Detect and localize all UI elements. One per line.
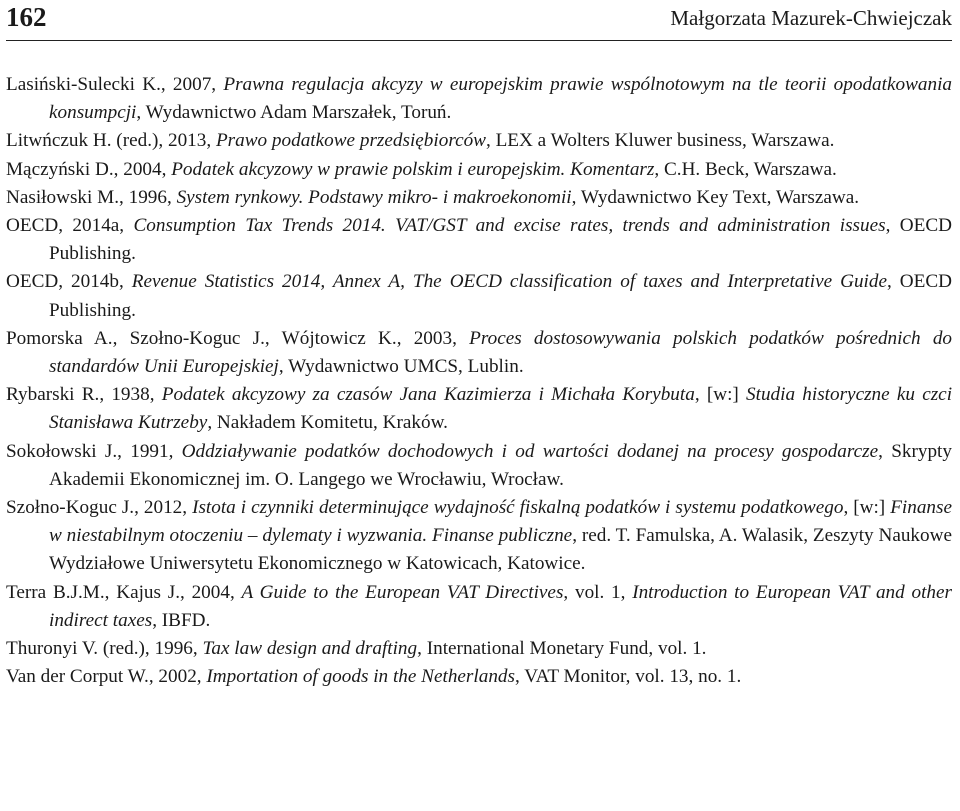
ref-title: System rynkowy. Podstawy mikro- i makroekonomii — [176, 186, 572, 208]
running-author: Małgorzata Mazurek-Chwiejczak — [670, 6, 952, 30]
bibliography-list — [6, 71, 952, 691]
ref-year: , 1938, — [99, 384, 162, 406]
ref-author: Sokołowski J. — [6, 440, 118, 462]
bibliography-entry — [6, 663, 952, 691]
ref-book-title: Studia historyczne ku czci Stanisława Kutrzeby — [49, 384, 953, 434]
ref-book-title: Introduction to European VAT and other indirect taxes — [49, 581, 953, 631]
ref-author: OECD — [6, 215, 59, 237]
ref-author: Lasiński-Sulecki K. — [6, 74, 161, 95]
ref-title: Oddziaływanie podatków dochodowych i od wartości dodanej na procesy gospodarcze — [181, 440, 879, 462]
ref-year: , 2014b, — [58, 271, 132, 293]
running-header — [6, 0, 952, 41]
ref-publisher: , [w:] — [694, 384, 747, 406]
ref-publisher: , VAT Monitor, vol. 13, no. 1. — [514, 666, 742, 688]
ref-author: Mączyński D. — [6, 158, 114, 180]
ref-author: OECD — [6, 271, 59, 293]
bibliography-entry — [6, 184, 952, 212]
ref-publisher: , Wydawnictwo Adam Marszałek, Toruń. — [136, 102, 452, 124]
ref-author: Litwńczuk H. (red.) — [6, 130, 159, 152]
bibliography-entry — [6, 212, 952, 268]
bibliography-entry — [6, 579, 952, 635]
ref-year: , 1996, — [119, 186, 177, 208]
ref-publisher: , OECD Publishing. — [49, 215, 953, 265]
ref-year: , 1996, — [144, 638, 203, 660]
ref-author: Szołno-Koguc J. — [6, 497, 135, 519]
bibliography-entry — [6, 156, 952, 184]
ref-title: Revenue Statistics 2014, Annex A, The OECD classification of taxes and Interpretative Guide — [131, 271, 887, 293]
ref-book-title: Finanse w niestabilnym otoczeniu – dylematy i wyzwania. Finanse publiczne — [49, 497, 953, 547]
ref-year: , 2012, — [134, 497, 193, 519]
ref-publisher: , vol. 1, — [563, 581, 633, 603]
ref-title: Podatek akcyzowy w prawie polskim i europejskim. Komentarz — [171, 158, 655, 180]
ref-year: , 2004, — [180, 581, 242, 603]
ref-year: , 2014a, — [58, 215, 134, 237]
ref-publisher: , C.H. Beck, Warszawa. — [654, 158, 837, 180]
ref-year: , 2013, — [158, 130, 216, 152]
ref-title: Importation of goods in the Netherlands — [206, 666, 515, 688]
ref-author: Pomorska A., Szołno-Koguc J., Wójtowicz K. — [6, 327, 397, 349]
ref-publisher: , IBFD. — [152, 609, 211, 631]
page-number: 162 — [6, 2, 47, 32]
ref-author: Van der Corput W. — [6, 666, 149, 688]
ref-title: Podatek akcyzowy za czasów Jana Kazimierza i Michała Korybuta — [161, 384, 695, 406]
bibliography-entry — [6, 325, 952, 381]
bibliography-entry — [6, 127, 952, 155]
ref-title: Istota i czynniki determinujące wydajność fiskalną podatków i systemu podatkowego — [192, 497, 844, 519]
ref-title: A Guide to the European VAT Directives — [241, 581, 564, 603]
ref-year: , 2002, — [148, 666, 207, 688]
bibliography-entry — [6, 635, 952, 663]
ref-year: , 2004, — [113, 158, 172, 180]
ref-publisher: , [w:] — [843, 497, 891, 519]
bibliography-entry — [6, 268, 952, 324]
bibliography-entry — [6, 381, 952, 437]
ref-year: , 2007, — [160, 74, 224, 95]
ref-publisher: , OECD Publishing. — [49, 271, 953, 321]
ref-publisher: , LEX a Wolters Kluwer business, Warszawa. — [485, 130, 835, 152]
ref-title: Consumption Tax Trends 2014. VAT/GST and excise rates, trends and administration issues — [133, 215, 886, 237]
ref-publisher: , Nakładem Komitetu, Kraków. — [207, 412, 448, 434]
ref-author: Nasiłowski M. — [6, 186, 119, 208]
bibliography-entry — [6, 71, 952, 127]
ref-publisher: , Wydawnictwo Key Text, Warszawa. — [571, 186, 860, 208]
ref-author: Terra B.J.M., Kajus J. — [6, 581, 181, 603]
ref-author: Thuronyi V. (red.) — [6, 638, 145, 660]
ref-author: Rybarski R. — [6, 384, 100, 406]
ref-publisher: , Wydawnictwo UMCS, Lublin. — [278, 356, 524, 378]
ref-title: Tax law design and drafting — [202, 638, 418, 660]
ref-title: Prawo podatkowe przedsiębiorców — [215, 130, 486, 152]
ref-publisher: , Skrypty Akademii Ekonomicznej im. O. Langego we Wrocławiu, Wrocław. — [49, 440, 952, 490]
ref-year: , 2003, — [396, 327, 470, 349]
ref-publisher: , red. T. Famulska, A. Walasik, Zeszyty Naukowe Wydziałowe Uniwersytetu Ekonomicznego w Katowicach, Katowice. — [49, 525, 952, 575]
ref-year: , 1991, — [117, 440, 182, 462]
bibliography-entry — [6, 438, 952, 494]
ref-publisher: , International Monetary Fund, vol. 1. — [417, 638, 707, 660]
ref-title: Proces dostosowywania polskich podatków pośrednich do standardów Unii Europejskiej — [49, 327, 953, 378]
ref-title: Prawna regulacja akcyzy w europejskim prawie wspólnotowym na tle teorii opodatkowania konsumpcji — [49, 74, 953, 124]
bibliography-entry — [6, 494, 952, 579]
